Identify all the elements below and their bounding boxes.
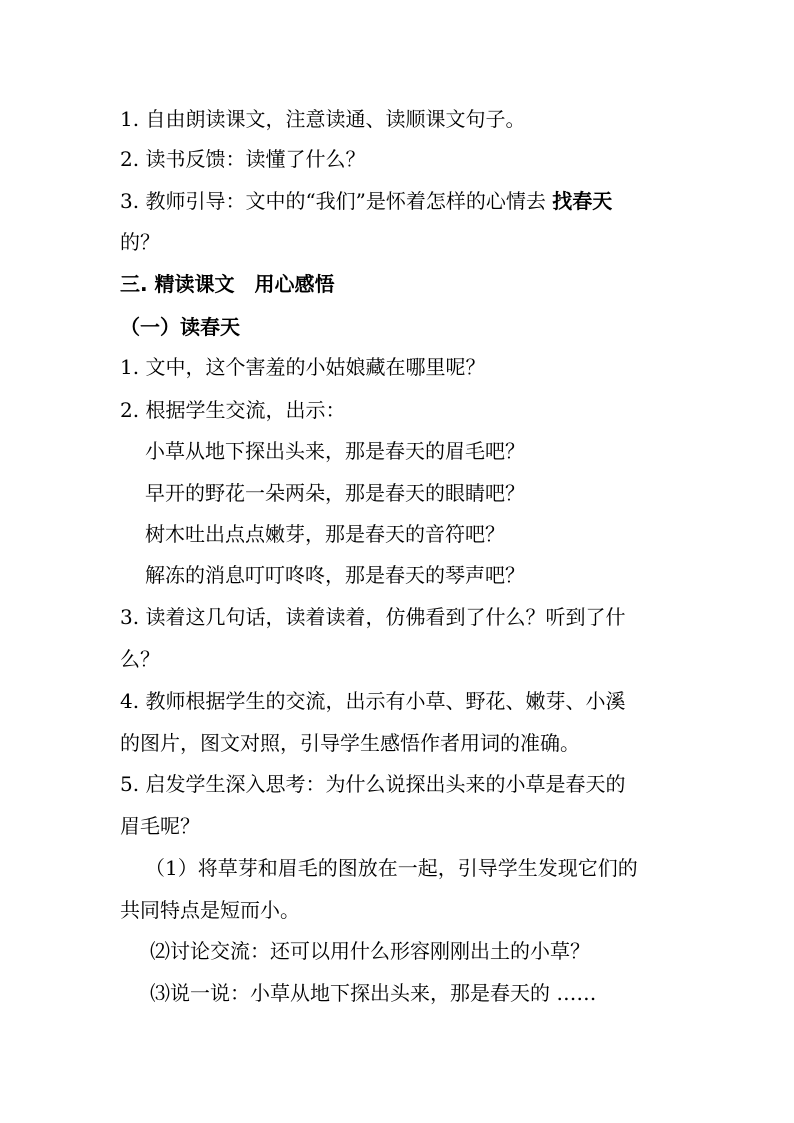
sub-step-1-continuation <box>120 897 300 923</box>
step-5 <box>120 771 625 797</box>
line-text: ⑵讨论交流：还可以用什么形容刚刚出土的小草？ <box>150 939 590 963</box>
line-text: 3. 读着这几句话，读着读着，仿佛看到了什么？听到了什 <box>120 605 626 629</box>
line-text: 5. 启发学生深入思考：为什么说探出头来的小草是春天的 <box>120 772 626 796</box>
quote-line-flowers <box>145 480 525 506</box>
line-text: 2. 根据学生交流，出示： <box>120 398 346 422</box>
line-text: （1）将草芽和眉毛的图放在一起，引导学生发现它们的 <box>145 856 638 880</box>
line-text: 的图片，图文对照，引导学生感悟作者用词的准确。 <box>120 731 580 755</box>
line-text: 早开的野花一朵两朵，那是春天的眼睛吧？ <box>145 481 525 505</box>
line-text: 树木吐出点点嫩芽，那是春天的音符吧？ <box>145 522 505 546</box>
step-2-reading-feedback <box>120 146 365 172</box>
question-3-continuation <box>120 646 160 672</box>
line-text: 小草从地下探出头来，那是春天的眉毛吧？ <box>145 439 525 463</box>
step-3-continuation <box>120 229 160 255</box>
line-text: 4. 教师根据学生的交流，出示有小草、野花、嫩芽、小溪 <box>120 689 626 713</box>
line-text: 的？ <box>120 230 160 254</box>
step-4-continuation <box>120 730 580 756</box>
line-text: 解冻的消息叮叮咚咚，那是春天的琴声吧？ <box>145 563 525 587</box>
step-3-teacher-guidance <box>120 188 612 214</box>
quote-line-buds <box>145 521 505 547</box>
step-5-continuation <box>120 813 200 839</box>
line-text: 眉毛呢？ <box>120 814 200 838</box>
sub-step-1 <box>145 855 638 881</box>
sub-step-2 <box>150 938 590 964</box>
question-2 <box>120 397 345 423</box>
bold-keyword: 找春天 <box>552 189 613 213</box>
heading-text: 三. 精读课文 用心感悟 <box>120 272 335 296</box>
question-1 <box>120 354 485 380</box>
line-text: 2. 读书反馈：读懂了什么？ <box>120 147 366 171</box>
line-text: 3. 教师引导：文中的“我们”是怀着怎样的心情去 <box>120 189 553 213</box>
heading-text: （一）读春天 <box>120 315 240 339</box>
question-3 <box>120 604 625 630</box>
line-text: 么？ <box>120 647 160 671</box>
subsection-heading-read-spring <box>120 314 240 340</box>
line-text: 1. 自由朗读课文，注意读通、读顺课文句子。 <box>120 107 526 131</box>
step-1-read-aloud <box>120 106 525 132</box>
quote-line-thaw <box>145 562 525 588</box>
line-text: ⑶说一说：小草从地下探出头来，那是春天的 …… <box>150 981 597 1005</box>
line-text: 共同特点是短而小。 <box>120 898 300 922</box>
sub-step-3 <box>150 980 596 1006</box>
step-4 <box>120 688 625 714</box>
section-heading-intensive-reading <box>120 271 335 297</box>
quote-line-grass <box>145 438 525 464</box>
line-text: 1. 文中，这个害羞的小姑娘藏在哪里呢？ <box>120 355 486 379</box>
